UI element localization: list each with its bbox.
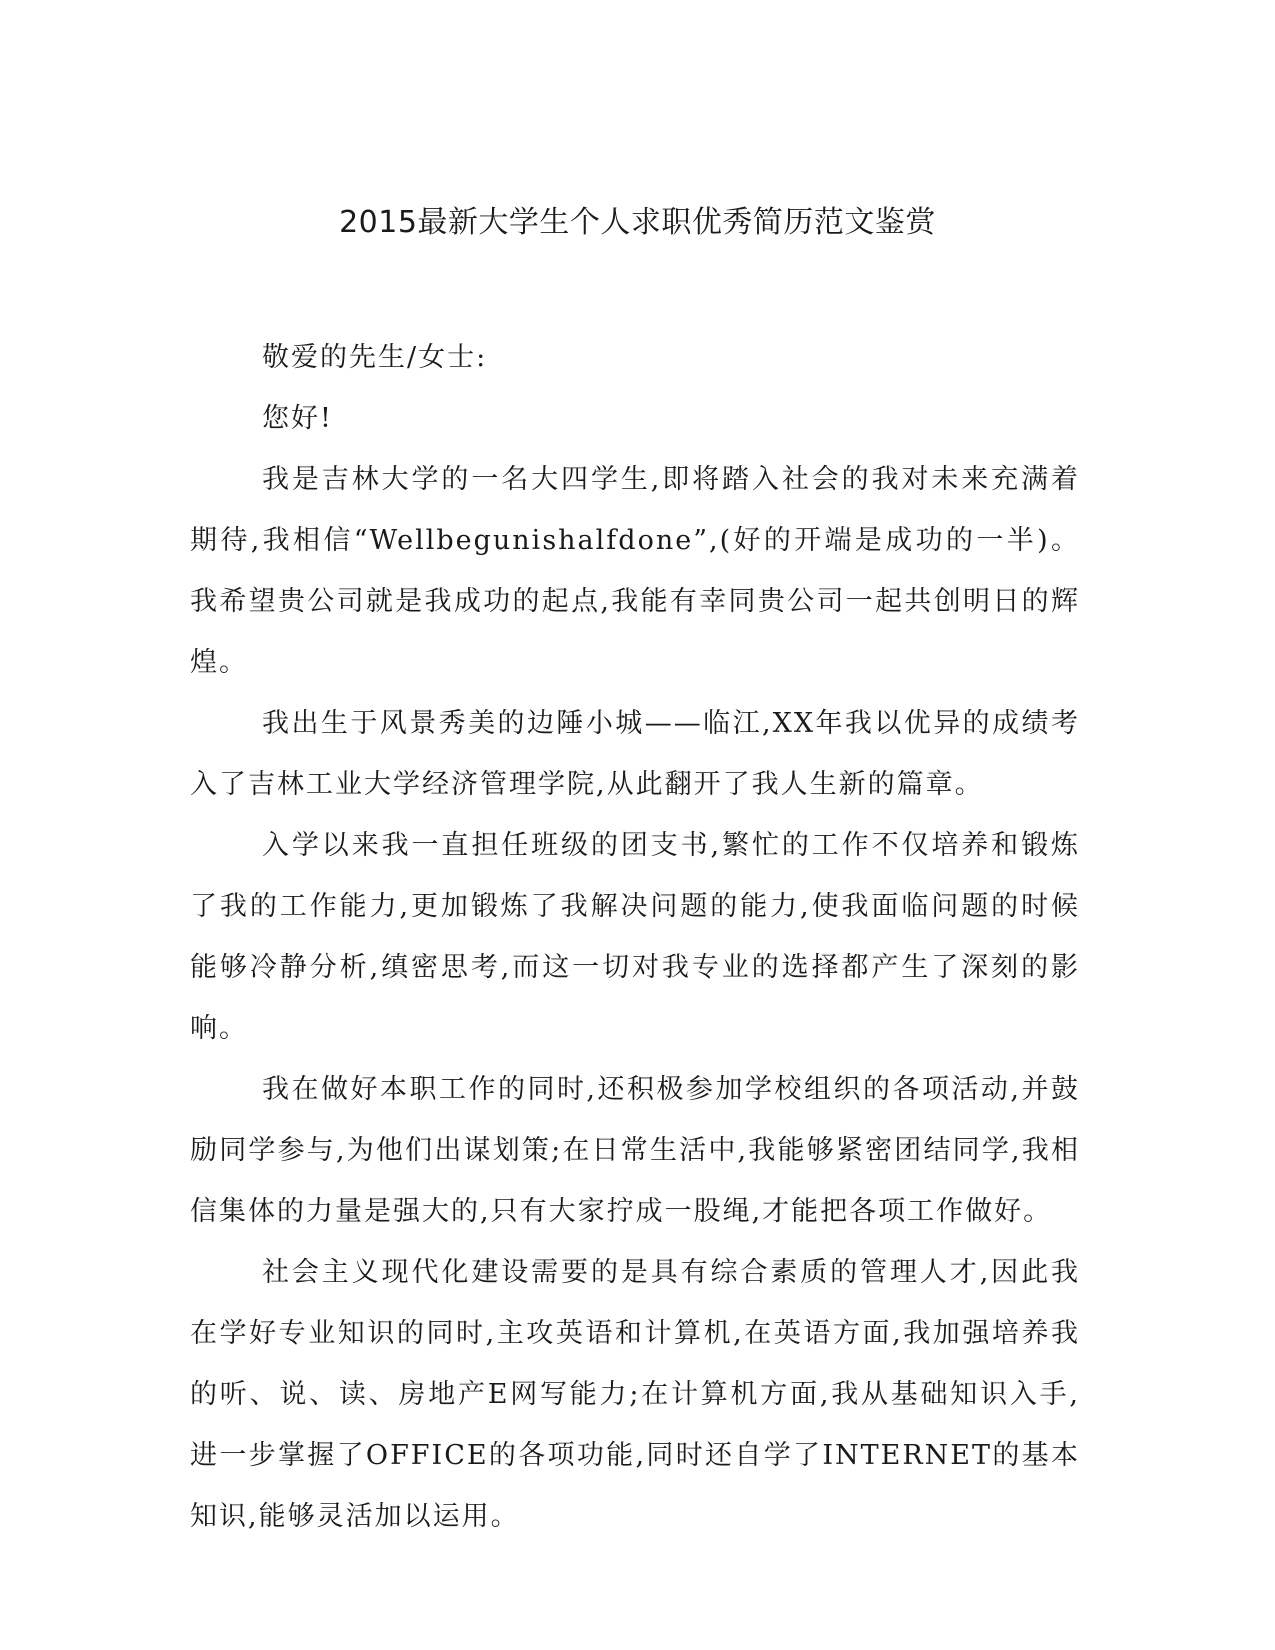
- paragraph-experience: 入学以来我一直担任班级的团支书,繁忙的工作不仅培养和锻炼了我的工作能力,更加锻炼了我解决问题的能力,使我面临问题的时候能够冷静分析,缜密思考,而这一切对我专业的选择都产生了深刻的影响。: [190, 830, 1080, 1044]
- document-title: 2015最新大学生个人求职优秀简历范文鉴赏: [339, 205, 936, 240]
- paragraph-intro: 我是吉林大学的一名大四学生,即将踏入社会的我对未来充满着期待,我相信“Wellbegunishalfdone”,(好的开端是成功的一半)。我希望贵公司就是我成功的起点,我能有幸同贵公司一起共创明日的辉煌。: [190, 464, 1080, 678]
- greeting: 您好!: [262, 403, 333, 434]
- paragraph-skills: 社会主义现代化建设需要的是具有综合素质的管理人才,因此我在学好专业知识的同时,主攻英语和计算机,在英语方面,我加强培养我的听、说、读、房地产E网写能力;在计算机方面,我从基础知识入手,进一步掌握了OFFICE的各项功能,同时还自学了INTERNET的基本知识,能够灵活加以运用。: [190, 1257, 1080, 1532]
- paragraph-background: 我出生于风景秀美的边陲小城——临江,XX年我以优异的成绩考入了吉林工业大学经济管理学院,从此翻开了我人生新的篇章。: [190, 708, 1080, 800]
- salutation: 敬爱的先生/女士:: [262, 342, 488, 373]
- paragraph-activities: 我在做好本职工作的同时,还积极参加学校组织的各项活动,并鼓励同学参与,为他们出谋划策;在日常生活中,我能够紧密团结同学,我相信集体的力量是强大的,只有大家拧成一股绳,才能把各项工作做好。: [190, 1074, 1080, 1227]
- document-body: [190, 327, 1080, 1547]
